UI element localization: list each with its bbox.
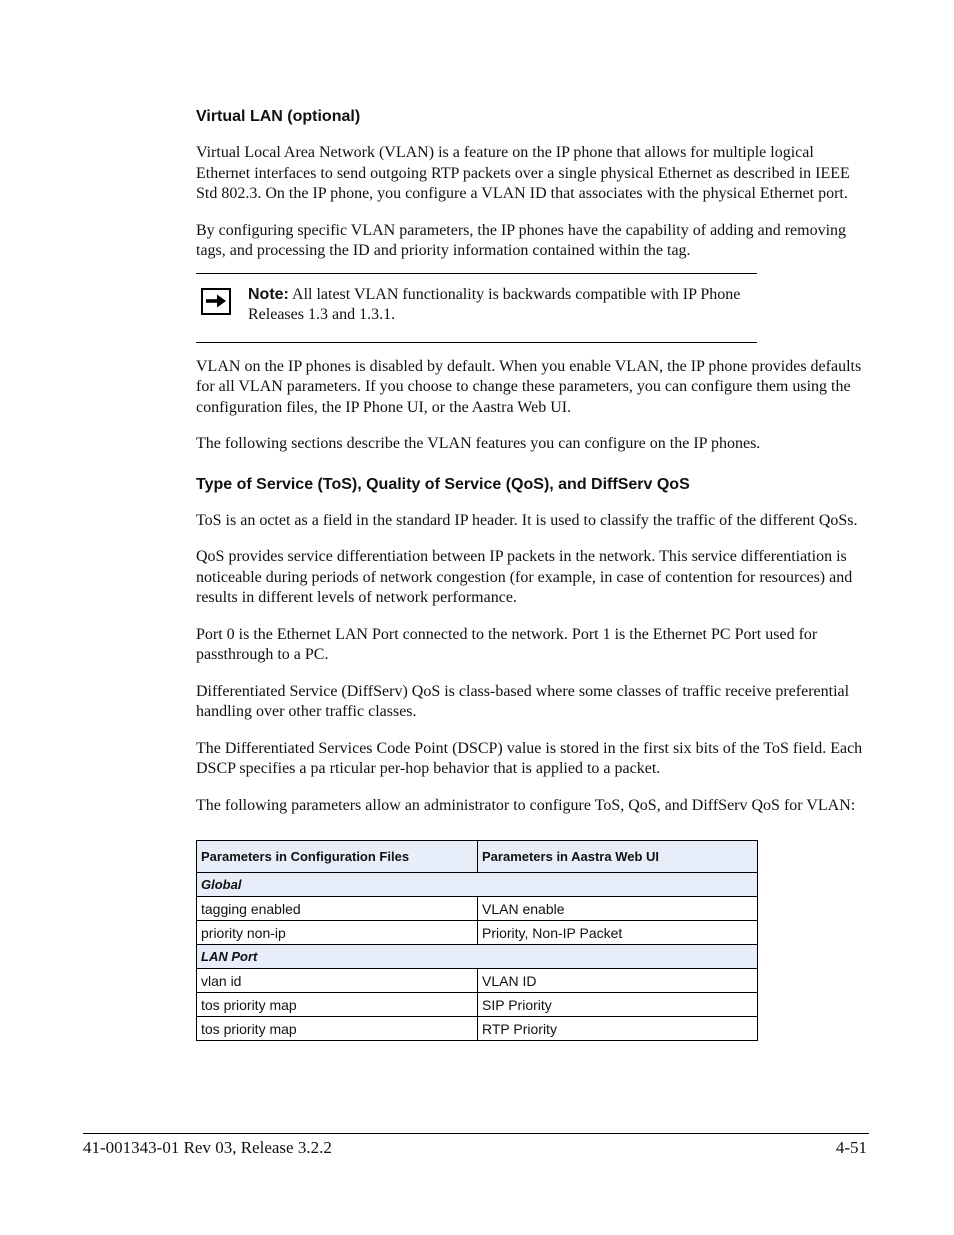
heading-tos-qos: Type of Service (ToS), Quality of Service (QoS), and DiffServ QoS — [196, 475, 690, 493]
paragraph-vlan-intro: Virtual Local Area Network (VLAN) is a feature on the IP phone that allows for multiple logical Ethernet interfaces to send outgoing RTP packets over a single physical Ethernet as described in IEEE Std 802.3. On the IP phone, you configure a VLAN ID that associates with the physical Ethernet port. — [196, 144, 850, 202]
paragraph-vlan-sections: The following sections describe the VLAN features you can configure on the IP phones. — [196, 435, 761, 452]
table-cell: Priority, Non-IP Packet — [478, 921, 758, 945]
paragraph-params-intro: The following parameters allow an administrator to configure ToS, QoS, and DiffServ QoS for VLAN: — [196, 796, 856, 814]
parameters-table — [196, 840, 758, 1041]
table-cell: priority non-ip — [197, 921, 478, 945]
section-lan-port: LAN Port — [197, 945, 758, 969]
table-row — [197, 897, 758, 921]
note-body: All latest VLAN functionality is backwards compatible with IP Phone Releases 1.3 and 1.3.1. — [248, 285, 741, 323]
paragraph-dscp: The Differentiated Services Code Point (DSCP) value is stored in the first six bits of the ToS field. Each DSCP specifies a pa rticular per-hop behavior that is applied to a packet. — [196, 739, 863, 777]
table-cell: SIP Priority — [478, 993, 758, 1017]
paragraph-diffserv: Differentiated Service (DiffServ) QoS is class-based where some classes of traffic receive preferential handling over other traffic classes. — [196, 682, 850, 720]
heading-virtual-lan: Virtual LAN (optional) — [196, 108, 361, 125]
footer-divider — [83, 1133, 869, 1134]
footer-page-number: 4-51 — [835, 1138, 867, 1157]
table-cell: tos priority map — [197, 1017, 478, 1041]
table-row — [197, 921, 758, 945]
footer-document-id: 41-001343-01 Rev 03, Release 3.2.2 — [83, 1138, 332, 1157]
table-section-row — [197, 945, 758, 969]
table-cell: tagging enabled — [197, 897, 478, 921]
page-content — [196, 107, 864, 1041]
paragraph-vlan-default: VLAN on the IP phones is disabled by default. When you enable VLAN, the IP phone provides defaults for all VLAN parameters. If you choose to change these parameters, you can configure them using the configuration files, the IP Phone UI, or the Aastra Web UI. — [196, 357, 862, 416]
table-cell: tos priority map — [197, 993, 478, 1017]
table-cell: VLAN enable — [478, 897, 758, 921]
table-row — [197, 969, 758, 993]
paragraph-ports: Port 0 is the Ethernet LAN Port connected to the network. Port 1 is the Ethernet PC Port used for passthrough to a PC. — [196, 625, 818, 663]
paragraph-vlan-params: By configuring specific VLAN parameters, the IP phones have the capability of adding and removing tags, and processing the ID and priority information contained within the tag. — [196, 221, 847, 259]
table-cell: VLAN ID — [478, 969, 758, 993]
table-section-row — [197, 873, 758, 897]
header-config-files: Parameters in Configuration Files — [197, 841, 478, 873]
table-header-row — [197, 841, 758, 873]
table-row — [197, 1017, 758, 1041]
table-row — [197, 993, 758, 1017]
note-label: Note: — [248, 285, 289, 303]
table-cell: RTP Priority — [478, 1017, 758, 1041]
table-cell: vlan id — [197, 969, 478, 993]
arrow-right-icon — [201, 288, 231, 315]
paragraph-qos: QoS provides service differentiation between IP packets in the network. This service differentiation is noticeable during periods of network congestion (for example, in case of contention for resources) and results in different levels of network performance. — [196, 548, 853, 606]
note-text — [248, 285, 748, 326]
header-web-ui: Parameters in Aastra Web UI — [478, 841, 758, 873]
note-box — [196, 273, 757, 343]
paragraph-tos: ToS is an octet as a field in the standard IP header. It is used to classify the traffic of the different QoSs. — [196, 511, 858, 529]
section-global: Global — [197, 873, 758, 897]
